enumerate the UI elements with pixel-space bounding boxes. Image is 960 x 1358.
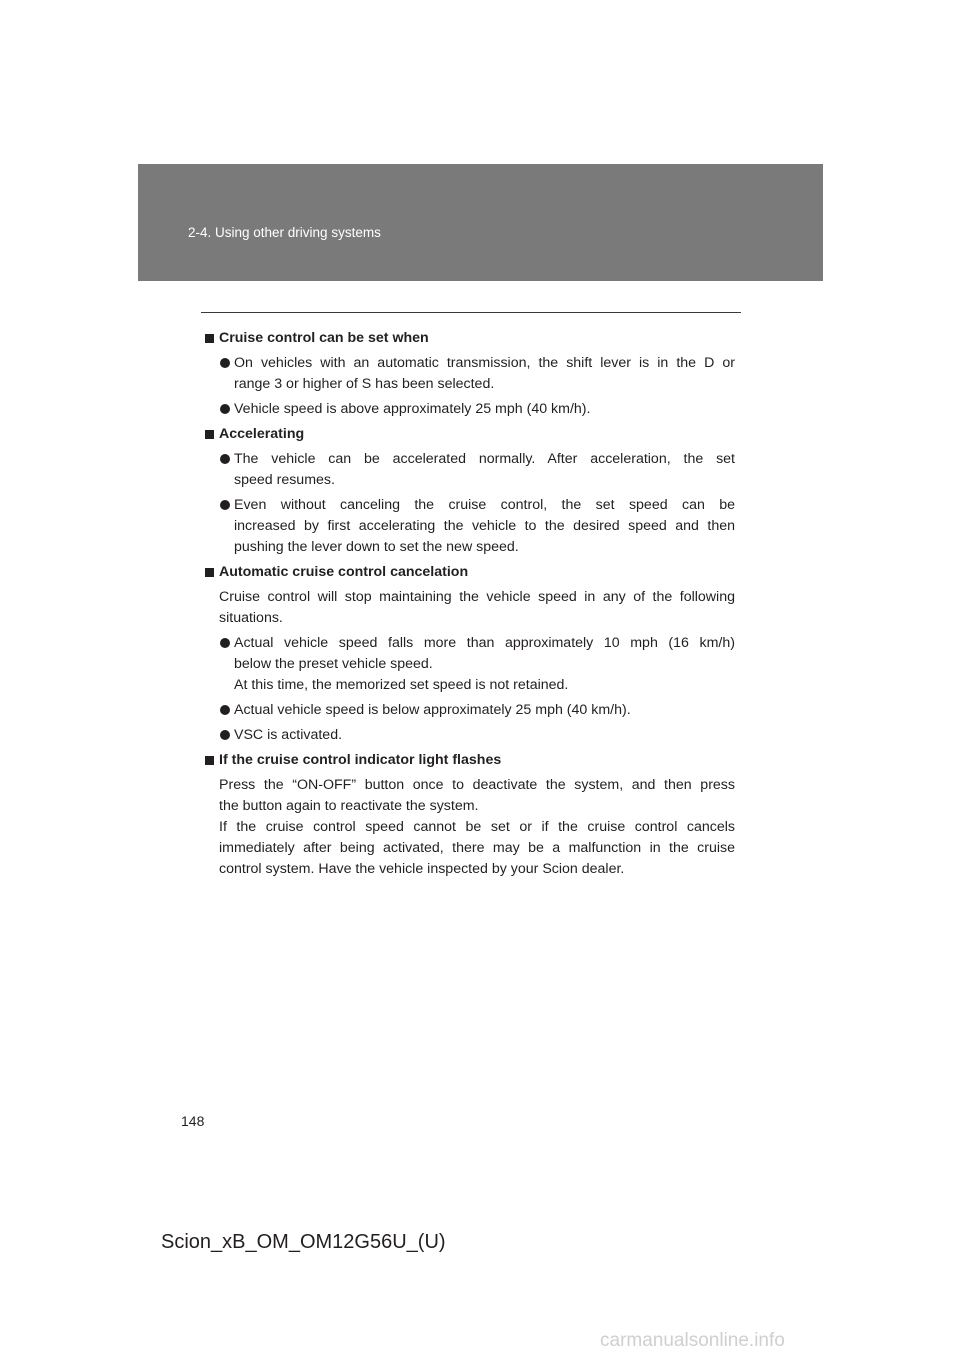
- round-bullet-icon: [220, 730, 230, 740]
- text-line: If the cruise control speed cannot be set or if the cruise control cancels: [219, 819, 735, 835]
- header-band: [138, 164, 823, 281]
- page-content: [205, 328, 735, 884]
- section-heading-text: Cruise control can be set when: [219, 330, 429, 346]
- section: [205, 328, 735, 420]
- text-line: Cruise control will stop maintaining the vehicle speed in any of the following: [219, 589, 735, 605]
- bullet-item: [205, 353, 735, 395]
- section-heading: [205, 424, 735, 445]
- bullet-item: [205, 449, 735, 491]
- text-line: below the preset vehicle speed.: [234, 656, 433, 672]
- text-line: pushing the lever down to set the new speed.: [234, 539, 519, 555]
- section-heading: [205, 562, 735, 583]
- bullet-item: [205, 700, 735, 721]
- round-bullet-icon: [220, 454, 230, 464]
- section-heading-text: Accelerating: [219, 426, 305, 442]
- section: [205, 562, 735, 746]
- text-line: speed resumes.: [234, 472, 335, 488]
- text-line: VSC is activated.: [234, 727, 343, 743]
- header-rule: [201, 312, 741, 313]
- section-heading-text: Automatic cruise control cancelation: [219, 564, 469, 580]
- text-line: On vehicles with an automatic transmission, the shift lever is in the D or: [234, 355, 735, 371]
- document-code: Scion_xB_OM_OM12G56U_(U): [161, 1231, 446, 1253]
- section: [205, 424, 735, 558]
- round-bullet-icon: [220, 358, 230, 368]
- paragraph: [205, 587, 735, 629]
- square-bullet-icon: [205, 430, 214, 439]
- text-line: increased by first accelerating the vehicle to the desired speed and then: [234, 518, 735, 534]
- text-line: range 3 or higher of S has been selected.: [234, 376, 495, 392]
- bullet-item: [205, 399, 735, 420]
- page-number: 148: [181, 1113, 205, 1129]
- square-bullet-icon: [205, 756, 214, 765]
- round-bullet-icon: [220, 500, 230, 510]
- section-heading: [205, 328, 735, 349]
- bullet-item: [205, 725, 735, 746]
- text-line: situations.: [219, 610, 283, 626]
- text-line: Even without canceling the cruise control, the set speed can be: [234, 497, 735, 513]
- text-line: immediately after being activated, there may be a malfunction in the cruise: [219, 840, 735, 856]
- section-title: 2-4. Using other driving systems: [188, 225, 381, 240]
- watermark: carmanualsonline.info: [600, 1330, 785, 1351]
- text-line: The vehicle can be accelerated normally. After acceleration, the set: [234, 451, 735, 467]
- text-line: Actual vehicle speed is below approximately 25 mph (40 km/h).: [234, 702, 631, 718]
- text-line: Press the “ON-OFF” button once to deactivate the system, and then press: [219, 777, 735, 793]
- text-line: At this time, the memorized set speed is not retained.: [234, 677, 569, 693]
- section-heading-text: If the cruise control indicator light flashes: [219, 752, 502, 768]
- round-bullet-icon: [220, 638, 230, 648]
- round-bullet-icon: [220, 705, 230, 715]
- square-bullet-icon: [205, 568, 214, 577]
- square-bullet-icon: [205, 334, 214, 343]
- text-line: Actual vehicle speed falls more than approximately 10 mph (16 km/h): [234, 635, 735, 651]
- text-line: control system. Have the vehicle inspected by your Scion dealer.: [219, 861, 625, 877]
- text-line: the button again to reactivate the system.: [219, 798, 479, 814]
- section: [205, 750, 735, 880]
- round-bullet-icon: [220, 404, 230, 414]
- paragraph: [205, 775, 735, 880]
- section-heading: [205, 750, 735, 771]
- bullet-item: [205, 495, 735, 558]
- bullet-item: [205, 633, 735, 696]
- text-line: Vehicle speed is above approximately 25 mph (40 km/h).: [234, 401, 591, 417]
